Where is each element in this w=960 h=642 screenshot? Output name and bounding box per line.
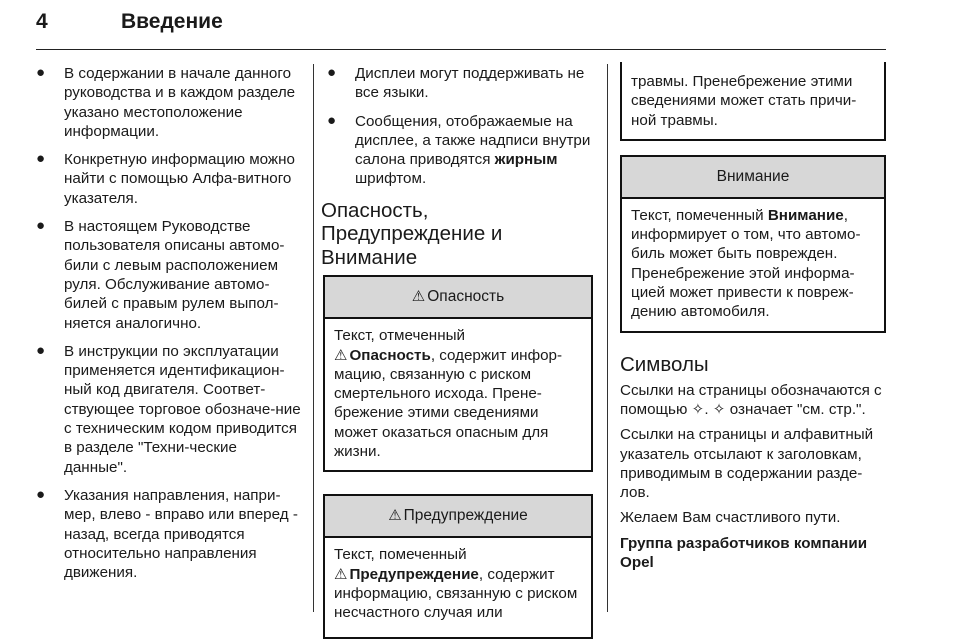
- danger-box-title: Опасность: [427, 288, 505, 306]
- caution-box: [620, 155, 886, 333]
- bullet-icon: ●: [36, 485, 46, 503]
- list-item: [323, 112, 593, 189]
- caution-box-title: Внимание: [622, 157, 884, 199]
- symbols-paragraph-2: Ссылки на страницы и алфавитный указатель отсылают к заголовкам, приводимым в содержании разде-лов.: [620, 426, 874, 502]
- list-item-text: Дисплеи могут поддерживать не все языки.: [355, 65, 585, 102]
- column-right: [620, 62, 886, 572]
- box-text: Текст, помеченный: [334, 546, 467, 564]
- danger-box-body: [325, 319, 591, 470]
- para-text: означает "см. стр.".: [729, 400, 866, 418]
- box-text: Текст, помеченный: [631, 206, 764, 224]
- list-item: [32, 150, 302, 208]
- page-title: Введение: [121, 10, 223, 33]
- column-left: [32, 64, 302, 591]
- page-header: [36, 10, 886, 50]
- signature: Группа разработчиков компании Opel: [620, 534, 868, 572]
- warning-triangle-icon: ⚠: [334, 565, 348, 583]
- box-text: , содержит инфор-мацию, связанную с риском смертельного исхода. Прене-брежение этими сведениями может оказаться опасным для жизни.: [334, 346, 563, 461]
- box-text: , содержит информацию, связанную с риском несчастного случая или: [334, 565, 578, 622]
- list-item: [32, 64, 302, 141]
- list-item-text: Конкретную информацию можно найти с помощью Алфа-витного указателя.: [64, 151, 295, 207]
- warning-triangle-icon: ⚠: [388, 507, 402, 525]
- intro-bullet-list: [32, 64, 302, 582]
- section-heading-line: Опасность,: [321, 198, 429, 222]
- list-item: [32, 342, 302, 477]
- warning-box-header: [325, 496, 591, 538]
- page-number: 4: [36, 10, 48, 33]
- header-rule: [36, 49, 886, 50]
- box-text: , информирует о том, что автомо-биль может быть поврежден. Пренебрежение этой информа-цией может привести к повреж-дению автомобиля.: [631, 206, 861, 321]
- danger-box: [323, 275, 593, 472]
- section-heading: [321, 199, 593, 270]
- symbols-paragraph: Ссылки на страницы обозначаются с помощью ✧. ✧ означает "см. стр.".: [620, 381, 882, 418]
- list-item-text: Сообщения, отображаемые на дисплее, а также надписи внутри салона приводятся: [355, 112, 591, 169]
- warning-box-body: [325, 538, 591, 636]
- danger-label: Опасность: [349, 346, 431, 364]
- danger-box-header: [325, 277, 591, 319]
- column-middle: [323, 64, 593, 639]
- bullet-icon: ●: [36, 217, 46, 235]
- bullet-icon: ●: [36, 150, 46, 168]
- para-text: Ссылки на страницы обозначаются с помощью: [620, 381, 882, 418]
- column-divider: [313, 64, 314, 612]
- warning-label: Предупреждение: [349, 565, 479, 583]
- box-text: травмы. Пренебрежение этими сведениями может стать причи-ной травмы.: [631, 73, 857, 129]
- list-item: [32, 486, 302, 582]
- list-item-text: Указания направления, напри-мер, влево - вправо или вперед - назад, всегда приводятся относительно направления движения.: [64, 486, 298, 582]
- symbols-heading: Символы: [620, 352, 709, 376]
- list-item: [323, 64, 593, 103]
- page-ref-arrow-icon: ✧: [712, 400, 726, 418]
- section-heading-line: Внимание: [321, 245, 418, 269]
- warning-box-continuation: [620, 62, 886, 141]
- display-bullet-list: [323, 64, 593, 189]
- list-item-text: В настоящем Руководстве пользователя описаны автомо-били с левым расположением руля. Обслуживание автомо-билей с правым рулем выпол-няется аналогично.: [64, 218, 285, 332]
- bullet-icon: ●: [327, 111, 337, 129]
- caution-label: Внимание: [767, 206, 844, 224]
- bullet-icon: ●: [327, 64, 337, 81]
- bullet-icon: ●: [36, 64, 46, 81]
- caution-box-body: [622, 199, 884, 331]
- list-item: [32, 217, 302, 333]
- section-heading-line: Предупреждение и: [321, 222, 503, 246]
- box-text: Текст, отмеченный: [334, 327, 465, 345]
- page-ref-arrow-icon: ✧: [691, 400, 705, 418]
- bullet-icon: ●: [36, 341, 46, 359]
- warning-triangle-icon: ⚠: [334, 346, 348, 364]
- list-item-text: В инструкции по эксплуатации применяется идентификацион-ный код двигателя. Соответ-ствующее торговое обозначе-ние с техническим кодом приводится в разделе "Техни-ческие данные".: [64, 342, 301, 476]
- warning-box-title: Предупреждение: [403, 507, 528, 525]
- column-divider: [607, 64, 608, 612]
- list-item-text-end: шрифтом.: [355, 170, 427, 188]
- bold-text: жирным: [494, 151, 558, 169]
- closing-wish: Желаем Вам счастливого пути.: [620, 509, 841, 527]
- list-item-text: В содержании в начале данного руководства и в каждом разделе указано местоположение информации.: [64, 65, 296, 140]
- warning-triangle-icon: ⚠: [411, 288, 426, 306]
- warning-box: [323, 494, 593, 638]
